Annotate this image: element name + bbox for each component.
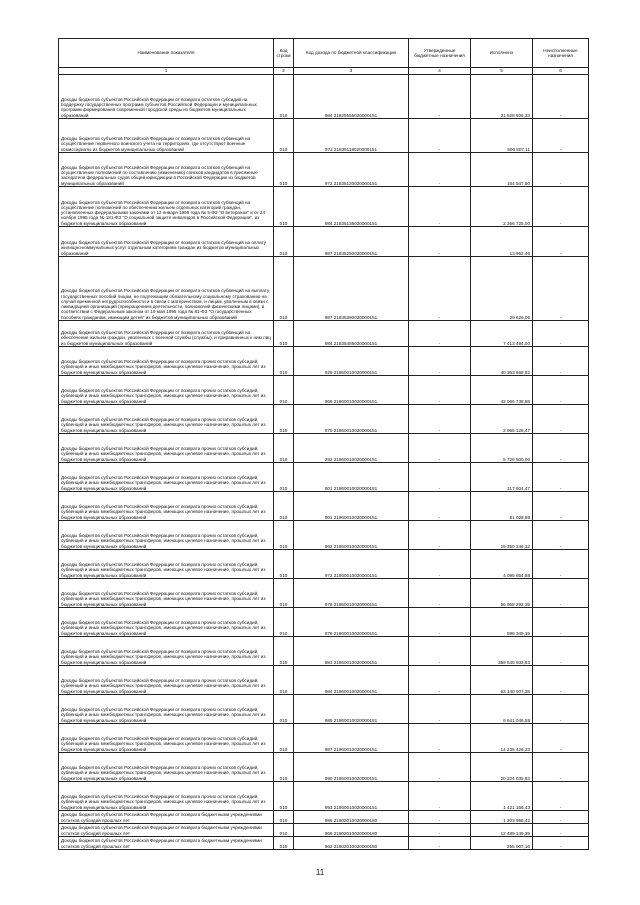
row-name: Доходы бюджетов субъектов Российской Федерации от возврата прочих остатков субсидий, субвенций и иных межбюджетных трансферов, имеющих целевое назначение, прошлых лет из бюджетов муниципальных образований: [59, 347, 274, 376]
row-name: Доходы бюджетов субъектов Российской Федерации от возврата прочих остатков субсидий, субвенций и иных межбюджетных трансферов, имеющих целевое назначение, прошлых лет из бюджетов муниципальных образований: [59, 550, 274, 579]
table-row: [59, 492, 589, 521]
row-executed: 31 528 606,33: [471, 75, 533, 119]
row-executed: 2 366 725,00: [471, 187, 533, 227]
row-unexecuted: -: [533, 492, 589, 521]
table-row: [59, 666, 589, 695]
row-income-code: 984 21825555020000151: [294, 75, 409, 119]
row-name: Доходы бюджетов субъектов Российской Федерации от возврата прочих остатков субсидий, субвенций и иных межбюджетных трансферов, имеющих целевое назначение, прошлых лет из бюджетов муниципальных образований: [59, 376, 274, 405]
row-approved: -: [409, 434, 471, 463]
table-row: [59, 837, 589, 850]
row-name: Доходы бюджетов субъектов Российской Федерации от возврата прочих остатков субсидий, субвенций и иных межбюджетных трансферов, имеющих целевое назначение, прошлых лет из бюджетов муниципальных образований: [59, 434, 274, 463]
row-income-code: 987 21835380020000151: [294, 257, 409, 321]
header-indicator-name: Наименование показателя: [59, 39, 274, 68]
row-line-code: 010: [274, 579, 294, 608]
row-income-code: 987 21860010020000151: [294, 724, 409, 753]
table-body: [59, 75, 589, 850]
row-line-code: 010: [274, 753, 294, 782]
column-number-row: [59, 68, 589, 75]
table-row: [59, 782, 589, 811]
revenue-table: [58, 38, 589, 850]
row-approved: -: [409, 153, 471, 187]
row-line-code: 010: [274, 119, 294, 153]
row-executed: 1 421 156,43: [471, 782, 533, 811]
row-executed: 12 489 149,39: [471, 824, 533, 837]
row-income-code: 986 21802010020000180: [294, 811, 409, 824]
row-name: Доходы бюджетов субъектов Российской Федерации от возврата остатков субвенций на осуществление полномочий по составлению (изменению) списков кандидатов в присяжные заседатели федеральных судов общей юрисдикции в Российской Федерации из бюджетов муниципальных образований: [59, 153, 274, 187]
row-line-code: 010: [274, 187, 294, 227]
row-executed: 317 604,47: [471, 463, 533, 492]
col-number: 2: [274, 68, 294, 75]
row-executed: 6 641 046,58: [471, 695, 533, 724]
row-approved: -: [409, 637, 471, 666]
row-unexecuted: -: [533, 347, 589, 376]
table-row: [59, 187, 589, 227]
header-unexecuted: Неисполненные назначения: [533, 39, 589, 68]
row-income-code: 972 21835118020000151: [294, 119, 409, 153]
row-unexecuted: -: [533, 321, 589, 347]
row-approved: -: [409, 608, 471, 637]
row-approved: -: [409, 521, 471, 550]
row-line-code: 010: [274, 637, 294, 666]
table-row: [59, 811, 589, 824]
row-income-code: 985 21860010020000151: [294, 695, 409, 724]
row-unexecuted: -: [533, 153, 589, 187]
header-executed: Исполнено: [471, 39, 533, 68]
table-row: [59, 521, 589, 550]
row-executed: 7 413 494,00: [471, 321, 533, 347]
table-row: [59, 75, 589, 119]
table-row: [59, 637, 589, 666]
row-income-code: 984 21835135020000151: [294, 187, 409, 227]
row-line-code: 010: [274, 666, 294, 695]
row-name: Доходы бюджетов субъектов Российской Федерации от возврата прочих остатков субсидий, субвенций и иных межбюджетных трансферов, имеющих целевое назначение, прошлых лет из бюджетов муниципальных образований: [59, 695, 274, 724]
row-approved: -: [409, 782, 471, 811]
row-name: Доходы бюджетов субъектов Российской Федерации от возврата бюджетными учреждениями остатков субсидий прошлых лет: [59, 824, 274, 837]
row-approved: -: [409, 463, 471, 492]
row-executed: 164 547,50: [471, 153, 533, 187]
header-line-code: Код строки: [274, 39, 294, 68]
row-executed: 506 807,11: [471, 119, 533, 153]
row-name: Доходы бюджетов субъектов Российской Федерации от возврата остатков субвенций на выплату государственных пособий лицам, не подлежащим обязательному социальному страхованию на случай временной нетрудоспособности и в связи с материнством, и лицам, уволенным в связи с ликвидацией организаций (прекращением деятельности, полномочий физическими лицами), в соответствии с Федеральным законом от 19 мая 1995 года № 81-ФЗ "О государственных пособиях гражданам, имеющим детей" из бюджетов муниципальных образований: [59, 257, 274, 321]
row-income-code: 968 21802010020000180: [294, 824, 409, 837]
col-number: 5: [471, 68, 533, 75]
row-income-code: 972 21860010020000151: [294, 550, 409, 579]
table-row: [59, 376, 589, 405]
row-income-code: 975 21860010020000151: [294, 405, 409, 434]
row-name: Доходы бюджетов субъектов Российской Федерации от возврата прочих остатков субсидий, субвенций и иных межбюджетных трансферов, имеющих целевое назначение, прошлых лет из бюджетов муниципальных образований: [59, 463, 274, 492]
row-unexecuted: -: [533, 75, 589, 119]
row-executed: 51 028,98: [471, 492, 533, 521]
row-approved: -: [409, 187, 471, 227]
row-line-code: 010: [274, 227, 294, 257]
row-name: Доходы бюджетов субъектов Российской Федерации от возврата прочих остатков субсидий, субвенций и иных межбюджетных трансферов, имеющих целевое назначение, прошлых лет из бюджетов муниципальных образований: [59, 608, 274, 637]
row-unexecuted: -: [533, 608, 589, 637]
row-executed: 14 235 426,23: [471, 724, 533, 753]
row-approved: -: [409, 811, 471, 824]
row-approved: -: [409, 837, 471, 850]
row-approved: -: [409, 550, 471, 579]
row-unexecuted: -: [533, 837, 589, 850]
row-name: Доходы бюджетов субъектов Российской Федерации от возврата прочих остатков субсидий, субвенций и иных межбюджетных трансферов, имеющих целевое назначение, прошлых лет из бюджетов муниципальных образований: [59, 666, 274, 695]
row-executed: 42 066 738,58: [471, 376, 533, 405]
row-unexecuted: -: [533, 637, 589, 666]
table-row: [59, 463, 589, 492]
row-name: Доходы бюджетов субъектов Российской Федерации от возврата бюджетными учреждениями остатков субсидий прошлых лет: [59, 837, 274, 850]
row-executed: 13 952,46: [471, 227, 533, 257]
row-approved: -: [409, 579, 471, 608]
row-approved: -: [409, 695, 471, 724]
row-executed: 5 726 500,00: [471, 434, 533, 463]
row-income-code: 978 21860010020000151: [294, 579, 409, 608]
row-executed: 2 965 128,47: [471, 405, 533, 434]
row-line-code: 010: [274, 782, 294, 811]
row-line-code: 010: [274, 521, 294, 550]
table-row: [59, 405, 589, 434]
row-approved: -: [409, 227, 471, 257]
row-income-code: 990 21860010020000151: [294, 753, 409, 782]
row-approved: -: [409, 376, 471, 405]
table-row: [59, 608, 589, 637]
row-name: Доходы бюджетов субъектов Российской Федерации от возврата прочих остатков субсидий, субвенций и иных межбюджетных трансферов, имеющих целевое назначение, прошлых лет из бюджетов муниципальных образований: [59, 521, 274, 550]
row-income-code: 972 21835120020000151: [294, 153, 409, 187]
row-unexecuted: -: [533, 119, 589, 153]
row-income-code: 801 21860010020000151: [294, 463, 409, 492]
col-number: 3: [294, 68, 409, 75]
row-unexecuted: -: [533, 811, 589, 824]
row-line-code: 010: [274, 75, 294, 119]
row-income-code: 993 21860010020000151: [294, 782, 409, 811]
row-name: Доходы бюджетов субъектов Российской Федерации от возврата прочих остатков субсидий, субвенций и иных межбюджетных трансферов, имеющих целевое назначение, прошлых лет из бюджетов муниципальных образований: [59, 492, 274, 521]
row-income-code: 981 21860010020000151: [294, 637, 409, 666]
row-name: Доходы бюджетов субъектов Российской Федерации от возврата прочих остатков субсидий, субвенций и иных межбюджетных трансферов, имеющих целевое назначение, прошлых лет из бюджетов муниципальных образований: [59, 782, 274, 811]
row-income-code: 984 21835485020000151: [294, 321, 409, 347]
row-line-code: 010: [274, 724, 294, 753]
table-row: [59, 550, 589, 579]
row-executed: 15 350 346,12: [471, 521, 533, 550]
row-income-code: 968 21860010020000151: [294, 376, 409, 405]
col-number: 4: [409, 68, 471, 75]
row-unexecuted: -: [533, 227, 589, 257]
row-unexecuted: -: [533, 753, 589, 782]
row-line-code: 010: [274, 811, 294, 824]
row-income-code: 962 21802010020000180: [294, 837, 409, 850]
row-approved: -: [409, 724, 471, 753]
row-name: Доходы бюджетов субъектов Российской Федерации от возврата остатков субвенций на оплату жилищно-коммунальных услуг отдельным категориям граждан из бюджетов муниципальных образований: [59, 227, 274, 257]
table-header-row: [59, 39, 589, 68]
row-name: Доходы бюджетов субъектов Российской Федерации от возврата прочих остатков субсидий, субвенций и иных межбюджетных трансферов, имеющих целевое назначение, прошлых лет из бюджетов муниципальных образований: [59, 637, 274, 666]
row-approved: -: [409, 405, 471, 434]
row-name: Доходы бюджетов субъектов Российской Федерации от возврата прочих остатков субсидий, субвенций и иных межбюджетных трансферов, имеющих целевое назначение, прошлых лет из бюджетов муниципальных образований: [59, 405, 274, 434]
row-executed: 255 907,16: [471, 837, 533, 850]
row-line-code: 010: [274, 153, 294, 187]
row-income-code: 901 21860010020000151: [294, 492, 409, 521]
row-name: Доходы бюджетов субъектов Российской Федерации от возврата остатков субвенций на осуществление полномочий по обеспечению жильем отдельных категорий граждан, установленных федеральными законами от 12 января 1995 года № 5-ФЗ "О ветеранах" и от 24 ноября 1995 года № 181-ФЗ "О социальной защите инвалидов в Российской Федерации", из бюджетов муниципальных образований: [59, 187, 274, 227]
page-number: 11: [315, 868, 325, 877]
row-income-code: 987 21835250020000151: [294, 227, 409, 257]
table-row: [59, 227, 589, 257]
row-executed: 20 224 035,93: [471, 753, 533, 782]
row-approved: -: [409, 347, 471, 376]
row-executed: 56 958 292,39: [471, 579, 533, 608]
row-name: Доходы бюджетов субъектов Российской Федерации от возврата остатков субвенций на обеспечение жильем граждан, уволенных с военной службы (службы), и приравненных к ним лиц из бюджетов муниципальных образований: [59, 321, 274, 347]
row-name: Доходы бюджетов субъектов Российской Федерации от возврата прочих остатков субсидий, субвенций и иных межбюджетных трансферов, имеющих целевое назначение, прошлых лет из бюджетов муниципальных образований: [59, 724, 274, 753]
row-unexecuted: -: [533, 434, 589, 463]
table-row: [59, 753, 589, 782]
report-sheet: [58, 38, 588, 850]
row-line-code: 010: [274, 824, 294, 837]
row-name: Доходы бюджетов субъектов Российской Федерации от возврата бюджетными учреждениями остатков субсидий прошлых лет: [59, 811, 274, 824]
row-name: Доходы бюджетов субъектов Российской Федерации от возврата остатков субсидий на поддержку государственных программ субъектов Российской Федерации и муниципальных программ формирования современной городской среды из бюджетов муниципальных образований: [59, 75, 274, 119]
row-unexecuted: -: [533, 405, 589, 434]
row-approved: -: [409, 753, 471, 782]
row-executed: 359 645 933,83: [471, 637, 533, 666]
row-unexecuted: -: [533, 376, 589, 405]
row-unexecuted: -: [533, 724, 589, 753]
row-line-code: 010: [274, 321, 294, 347]
row-line-code: 010: [274, 492, 294, 521]
row-income-code: 929 21860010020000151: [294, 347, 409, 376]
row-line-code: 010: [274, 434, 294, 463]
row-unexecuted: -: [533, 521, 589, 550]
row-unexecuted: -: [533, 257, 589, 321]
row-line-code: 010: [274, 695, 294, 724]
table-row: [59, 434, 589, 463]
table-row: [59, 153, 589, 187]
row-executed: 596 349,15: [471, 608, 533, 637]
row-unexecuted: -: [533, 666, 589, 695]
row-line-code: 010: [274, 347, 294, 376]
col-number: 1: [59, 68, 274, 75]
row-approved: -: [409, 75, 471, 119]
col-number: 6: [533, 68, 589, 75]
row-income-code: 252 21860010020000151: [294, 434, 409, 463]
row-name: Доходы бюджетов субъектов Российской Федерации от возврата остатков субвенций на осуществление первичного воинского учета на территориях, где отсутствуют военные комиссариаты из бюджетов муниципальных образований: [59, 119, 274, 153]
table-row: [59, 321, 589, 347]
table-row: [59, 579, 589, 608]
row-approved: -: [409, 257, 471, 321]
row-executed: 1 203 958,42: [471, 811, 533, 824]
table-row: [59, 257, 589, 321]
row-line-code: 010: [274, 257, 294, 321]
row-line-code: 010: [274, 463, 294, 492]
row-unexecuted: -: [533, 187, 589, 227]
row-approved: -: [409, 492, 471, 521]
row-line-code: 010: [274, 550, 294, 579]
row-executed: 63 140 007,38: [471, 666, 533, 695]
row-executed: 4 095 654,88: [471, 550, 533, 579]
row-line-code: 010: [274, 608, 294, 637]
table-row: [59, 695, 589, 724]
row-unexecuted: -: [533, 463, 589, 492]
row-approved: -: [409, 119, 471, 153]
row-unexecuted: -: [533, 579, 589, 608]
header-income-code: Код дохода по бюджетной классификации: [294, 39, 409, 68]
table-row: [59, 824, 589, 837]
row-executed: 40 363 668,82: [471, 347, 533, 376]
row-name: Доходы бюджетов субъектов Российской Федерации от возврата прочих остатков субсидий, субвенций и иных межбюджетных трансферов, имеющих целевое назначение, прошлых лет из бюджетов муниципальных образований: [59, 753, 274, 782]
row-line-code: 010: [274, 376, 294, 405]
row-line-code: 010: [274, 405, 294, 434]
row-executed: 29 626,05: [471, 257, 533, 321]
table-row: [59, 724, 589, 753]
row-approved: -: [409, 321, 471, 347]
table-row: [59, 347, 589, 376]
row-approved: -: [409, 824, 471, 837]
table-row: [59, 119, 589, 153]
row-income-code: 984 21860010020000151: [294, 666, 409, 695]
header-approved: Утвержденные бюджетные назначения: [409, 39, 471, 68]
row-name: Доходы бюджетов субъектов Российской Федерации от возврата прочих остатков субсидий, субвенций и иных межбюджетных трансферов, имеющих целевое назначение, прошлых лет из бюджетов муниципальных образований: [59, 579, 274, 608]
row-unexecuted: -: [533, 782, 589, 811]
row-unexecuted: -: [533, 824, 589, 837]
row-income-code: 979 21860010020000151: [294, 608, 409, 637]
row-income-code: 962 21860010020000151: [294, 521, 409, 550]
row-approved: -: [409, 666, 471, 695]
row-unexecuted: -: [533, 695, 589, 724]
row-unexecuted: -: [533, 550, 589, 579]
row-line-code: 010: [274, 837, 294, 850]
